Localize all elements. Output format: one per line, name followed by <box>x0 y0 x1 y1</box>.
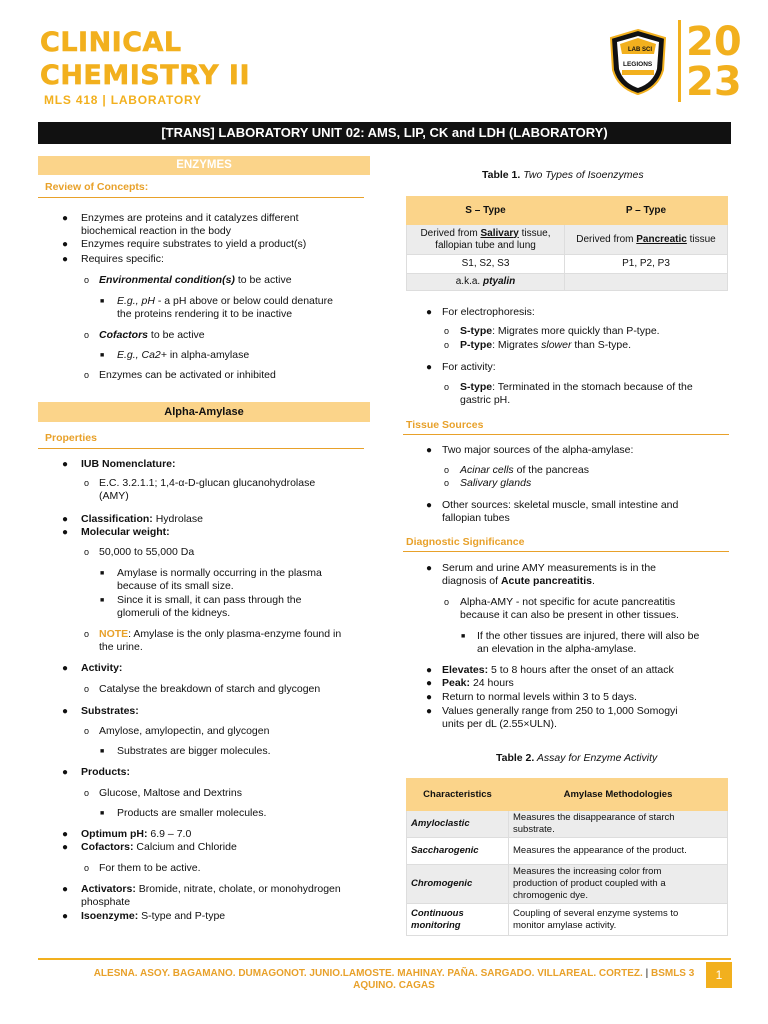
properties-heading: Properties <box>45 432 97 444</box>
square-bullet-icon: ■ <box>100 748 105 755</box>
table-row <box>407 225 728 255</box>
products-value: Glucose, Maltose and Dextrins <box>99 787 242 799</box>
table-cell: Derived from Pancreatic tissue <box>565 225 728 255</box>
activity-label: Activity: <box>81 662 123 674</box>
peak-item: Peak: 24 hours <box>442 677 514 689</box>
bullet-icon: ● <box>62 459 69 470</box>
mw-subitem: Since it is small, it can pass through the glomeruli of the kidneys. <box>117 594 302 619</box>
course-subtitle: MLS 418 | LABORATORY <box>44 93 202 107</box>
year-label <box>686 19 742 105</box>
tissue-subitem: Salivary glands <box>460 477 532 489</box>
table-row <box>407 865 728 904</box>
enzymes-header: ENZYMES <box>38 156 370 175</box>
table-cell: Measures the disappearance of starch substrate. <box>509 811 728 838</box>
elevates-item: Elevates: 5 to 8 hours after the onset of an attack <box>442 664 674 676</box>
circle-bullet-icon: o <box>444 597 450 607</box>
col-header-s-type: S – Type <box>407 197 565 225</box>
classification-item: Classification: Hydrolase <box>81 513 203 525</box>
table-row <box>407 255 728 274</box>
mw-subitem: Amylase is normally occurring in the plasma because of its small size. <box>117 567 322 592</box>
title-line-1: CLINICAL <box>40 27 182 58</box>
bullet-icon: ● <box>62 254 69 265</box>
molecular-weight-value: 50,000 to 55,000 Da <box>99 546 195 558</box>
products-note: Products are smaller molecules. <box>117 807 267 819</box>
tissue-item: Two major sources of the alpha-amylase: <box>442 444 634 456</box>
table-row <box>407 811 728 838</box>
electrophoresis-item: For electrophoresis: <box>442 306 535 318</box>
circle-bullet-icon: o <box>84 370 90 380</box>
bullet-icon: ● <box>62 527 69 538</box>
header-divider <box>678 20 681 102</box>
review-subsubitem: E.g., Ca2+ in alpha-amylase <box>117 349 250 361</box>
table-row <box>407 838 728 865</box>
diagnostic-heading: Diagnostic Significance <box>406 536 525 548</box>
table-cell: Derived from Salivary tissue, fallopian tube and lung <box>407 225 565 255</box>
table2-caption: Table 2. Assay for Enzyme Activity <box>496 752 658 764</box>
products-label: Products: <box>81 766 131 778</box>
diagnostic-rule <box>403 551 729 552</box>
return-item: Return to normal levels within 3 to 5 days. <box>442 691 637 703</box>
footer-rule <box>38 958 731 960</box>
circle-bullet-icon: o <box>84 684 90 694</box>
tissue-item: Other sources: skeletal muscle, small intestine and fallopian tubes <box>442 499 679 524</box>
diagnostic-item: Serum and urine AMY measurements is in the diagnosis of Acute pancreatitis. <box>442 562 656 587</box>
bullet-icon: ● <box>62 767 69 778</box>
alpha-amylase-header: Alpha-Amylase <box>38 402 370 422</box>
bullet-icon: ● <box>426 706 433 717</box>
bullet-icon: ● <box>62 842 69 853</box>
col-header-characteristics: Characteristics <box>407 779 509 811</box>
document-title <box>40 26 250 92</box>
review-subitem: Cofactors to be active <box>99 329 205 341</box>
table-row <box>407 904 728 936</box>
diagnostic-subsubitem: If the other tissues are injured, there will also be an elevation in the alpha-amylase. <box>477 630 700 655</box>
isoenzyme-table <box>406 196 728 291</box>
circle-bullet-icon: o <box>84 629 90 639</box>
logo-text-sci: SCI <box>642 47 653 53</box>
page-number: 1 <box>706 962 732 988</box>
footer-section: BSMLS 3 <box>650 968 695 979</box>
tissue-sources-heading: Tissue Sources <box>406 419 484 431</box>
bullet-icon: ● <box>426 500 433 511</box>
square-bullet-icon: ■ <box>100 298 105 305</box>
table-cell: Measures the appearance of the product. <box>509 838 728 865</box>
activity-item: For activity: <box>442 361 496 373</box>
review-rule <box>38 197 364 198</box>
review-item: Enzymes are proteins and it catalyzes different biochemical reaction in the body <box>81 212 299 237</box>
square-bullet-icon: ■ <box>100 352 105 359</box>
bullet-icon: ● <box>426 563 433 574</box>
electrophoresis-p: P-type: Migrates slower than S-type. <box>460 339 631 351</box>
circle-bullet-icon: o <box>444 340 450 350</box>
title-line-2: CHEMISTRY II <box>40 60 250 91</box>
cofactors-note: For them to be active. <box>99 862 201 874</box>
tissue-rule <box>403 434 729 435</box>
bullet-icon: ● <box>62 706 69 717</box>
substrates-label: Substrates: <box>81 705 139 717</box>
activity-s-type: S-type: Terminated in the stomach because of the gastric pH. <box>460 381 693 406</box>
cofactors-item: Cofactors: Calcium and Chloride <box>81 841 237 853</box>
lab-sci-legions-logo <box>608 28 668 96</box>
unit-banner: [TRANS] LABORATORY UNIT 02: AMS, LIP, CK and LDH (LABORATORY) <box>38 122 731 144</box>
square-bullet-icon: ■ <box>100 570 105 577</box>
table-cell: Saccharogenic <box>407 838 509 865</box>
year-bottom: 23 <box>686 59 742 105</box>
table-cell: Coupling of several enzyme systems to monitor amylase activity. <box>509 904 728 936</box>
circle-bullet-icon: o <box>84 863 90 873</box>
table-cell: Continuous monitoring <box>407 904 509 936</box>
activators-item: Activators: Bromide, nitrate, cholate, or monohydrogen phosphate <box>81 883 341 908</box>
iub-value: E.C. 3.2.1.1; 1,4-α-D-glucan glucanohydrolase (AMY) <box>99 477 316 502</box>
assay-table <box>406 778 728 936</box>
table-row <box>407 274 728 291</box>
properties-rule <box>38 448 364 449</box>
bullet-icon: ● <box>426 665 433 676</box>
logo-text-lab: LAB <box>628 47 641 53</box>
note-item: NOTE: Amylase is the only plasma-enzyme found in the urine. <box>99 628 342 653</box>
circle-bullet-icon: o <box>444 382 450 392</box>
circle-bullet-icon: o <box>84 788 90 798</box>
review-heading: Review of Concepts: <box>45 181 149 193</box>
molecular-weight-label: Molecular weight: <box>81 526 170 538</box>
square-bullet-icon: ■ <box>100 597 105 604</box>
table1-caption: Table 1. Two Types of Isoenzymes <box>482 169 644 181</box>
bullet-icon: ● <box>62 829 69 840</box>
bullet-icon: ● <box>426 692 433 703</box>
values-item: Values generally range from 250 to 1,000 Somogyi units per dL (2.55×ULN). <box>442 705 678 730</box>
table-cell: P1, P2, P3 <box>565 255 728 274</box>
circle-bullet-icon: o <box>444 478 450 488</box>
isoenzyme-item: Isoenzyme: S-type and P-type <box>81 910 226 922</box>
tissue-subitem: Acinar cells of the pancreas <box>460 464 589 476</box>
square-bullet-icon: ■ <box>461 633 466 640</box>
footer-authors: ALESNA. ASOY. BAGAMANO. DUMAGONOT. JUNIO.LAMOSTE. MAHINAY. PAÑA. SARGADO. VILLAREAL. CORTEZ. | BSMLS 3 AQUINO. CAGAS <box>93 968 695 991</box>
table-cell <box>565 274 728 291</box>
table-cell: a.k.a. ptyalin <box>407 274 565 291</box>
bullet-icon: ● <box>62 911 69 922</box>
col-header-p-type: P – Type <box>565 197 728 225</box>
bullet-icon: ● <box>62 663 69 674</box>
circle-bullet-icon: o <box>84 275 90 285</box>
activity-value: Catalyse the breakdown of starch and glycogen <box>99 683 321 695</box>
circle-bullet-icon: o <box>444 326 450 336</box>
diagnostic-subitem: Alpha-AMY - not specific for acute pancreatitis because it can also be present in other tissues. <box>460 596 679 621</box>
substrates-note: Substrates are bigger molecules. <box>117 745 271 757</box>
table-cell: Chromogenic <box>407 865 509 904</box>
bullet-icon: ● <box>426 362 433 373</box>
logo-text-legions: LEGIONS <box>623 61 653 68</box>
substrates-value: Amylose, amylopectin, and glycogen <box>99 725 270 737</box>
bullet-icon: ● <box>426 307 433 318</box>
optimum-ph-item: Optimum pH: 6.9 – 7.0 <box>81 828 192 840</box>
circle-bullet-icon: o <box>84 330 90 340</box>
electrophoresis-s: S-type: Migrates more quickly than P-type. <box>460 325 660 337</box>
table-cell: S1, S2, S3 <box>407 255 565 274</box>
iub-label: IUB Nomenclature: <box>81 458 176 470</box>
review-subitem: Environmental condition(s) to be active <box>99 274 292 286</box>
circle-bullet-icon: o <box>84 478 90 488</box>
bullet-icon: ● <box>426 445 433 456</box>
circle-bullet-icon: o <box>444 465 450 475</box>
square-bullet-icon: ■ <box>100 810 105 817</box>
review-subitem: Enzymes can be activated or inhibited <box>99 369 276 381</box>
bullet-icon: ● <box>62 213 69 224</box>
col-header-methodologies: Amylase Methodologies <box>509 779 728 811</box>
bullet-icon: ● <box>426 678 433 689</box>
circle-bullet-icon: o <box>84 547 90 557</box>
review-item: Requires specific: <box>81 253 164 265</box>
review-subsubitem: E.g., pH - a pH above or below could denature the proteins rendering it to be inactive <box>117 295 333 320</box>
year-top: 20 <box>686 19 742 65</box>
review-item: Enzymes require substrates to yield a product(s) <box>81 238 307 250</box>
bullet-icon: ● <box>62 884 69 895</box>
table-cell: Measures the increasing color from production of product coupled with a chromogenic dye. <box>509 865 728 904</box>
bullet-icon: ● <box>62 514 69 525</box>
table-cell: Amyloclastic <box>407 811 509 838</box>
bullet-icon: ● <box>62 239 69 250</box>
circle-bullet-icon: o <box>84 726 90 736</box>
